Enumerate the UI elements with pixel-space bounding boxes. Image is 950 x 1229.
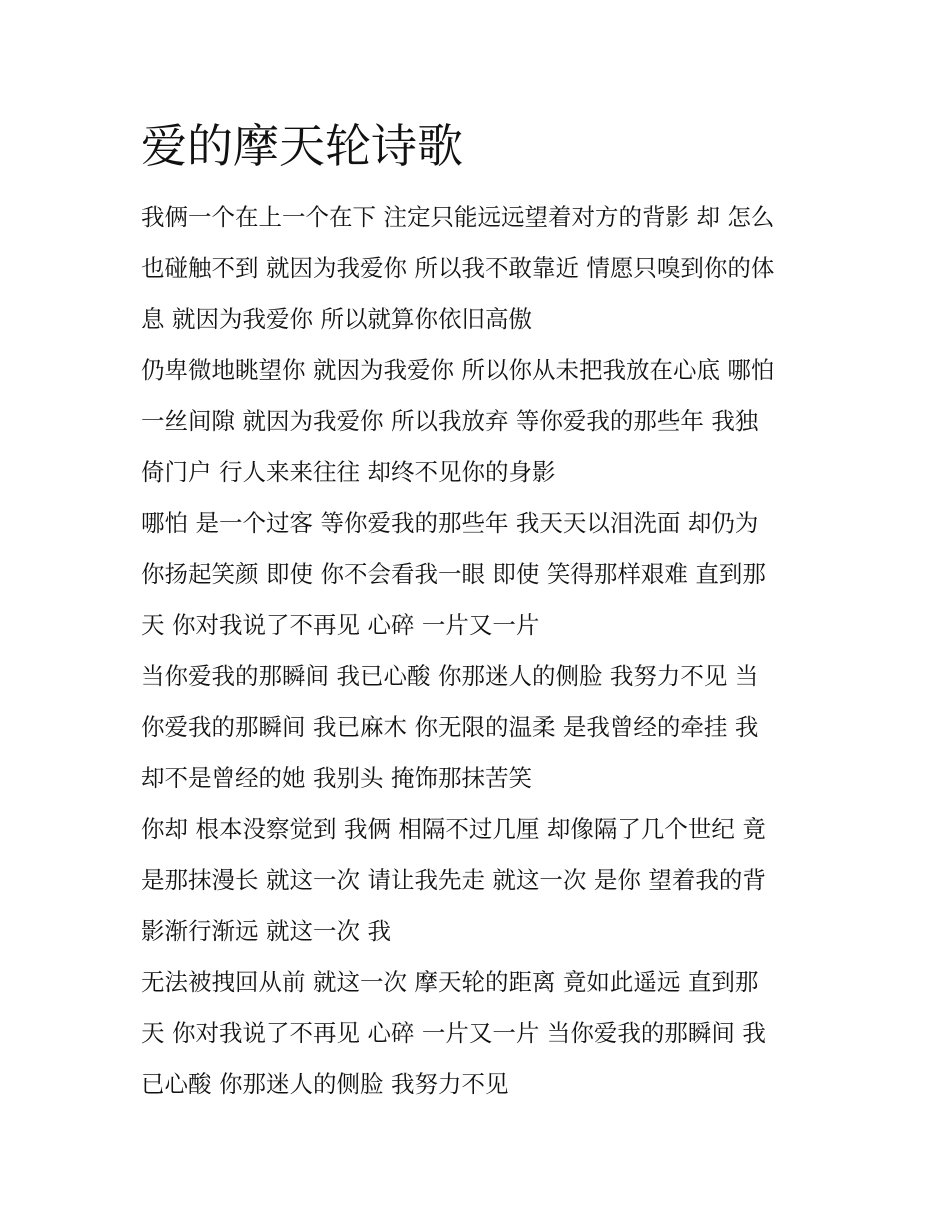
poem-line: 却不是曾经的她 我别头 掩饰那抹苦笑	[141, 764, 532, 792]
poem-line: 息 就因为我爱你 所以就算你依旧高傲	[141, 305, 532, 333]
poem-line: 无法被拽回从前 就这一次 摩天轮的距离 竟如此遥远 直到那	[141, 968, 759, 996]
poem-line: 仍卑微地眺望你 就因为我爱你 所以你从未把我放在心底 哪怕	[141, 356, 775, 384]
poem-line: 倚门户 行人来来往往 却终不见你的身影	[141, 458, 556, 486]
poem-line: 你扬起笑颜 即使 你不会看我一眼 即使 笑得那样艰难 直到那	[141, 560, 766, 588]
poem-line: 一丝间隙 就因为我爱你 所以我放弃 等你爱我的那些年 我独	[141, 407, 759, 435]
document-page	[141, 112, 821, 1110]
poem-line: 我俩一个在上一个在下 注定只能远远望着对方的背影 却 怎么	[141, 203, 775, 231]
poem-line: 是那抹漫长 就这一次 请让我先走 就这一次 是你 望着我的背	[141, 866, 766, 894]
poem-line: 天 你对我说了不再见 心碎 一片又一片 当你爱我的那瞬间 我	[141, 1019, 766, 1047]
poem-line: 哪怕 是一个过客 等你爱我的那些年 我天天以泪洗面 却仍为	[141, 509, 759, 537]
poem-line: 已心酸 你那迷人的侧脸 我努力不见	[141, 1070, 509, 1098]
poem-line: 也碰触不到 就因为我爱你 所以我不敢靠近 情愿只嗅到你的体	[141, 254, 775, 282]
document-title: 爱的摩天轮诗歌	[141, 119, 463, 173]
poem-line: 当你爱我的那瞬间 我已心酸 你那迷人的侧脸 我努力不见 当	[141, 662, 759, 690]
poem-line: 你却 根本没察觉到 我俩 相隔不过几厘 却像隔了几个世纪 竟	[141, 815, 766, 843]
poem-body	[141, 192, 821, 1110]
poem-line: 天 你对我说了不再见 心碎 一片又一片	[141, 611, 540, 639]
poem-line: 你爱我的那瞬间 我已麻木 你无限的温柔 是我曾经的牵挂 我	[141, 713, 759, 741]
poem-line: 影渐行渐远 就这一次 我	[141, 917, 391, 945]
